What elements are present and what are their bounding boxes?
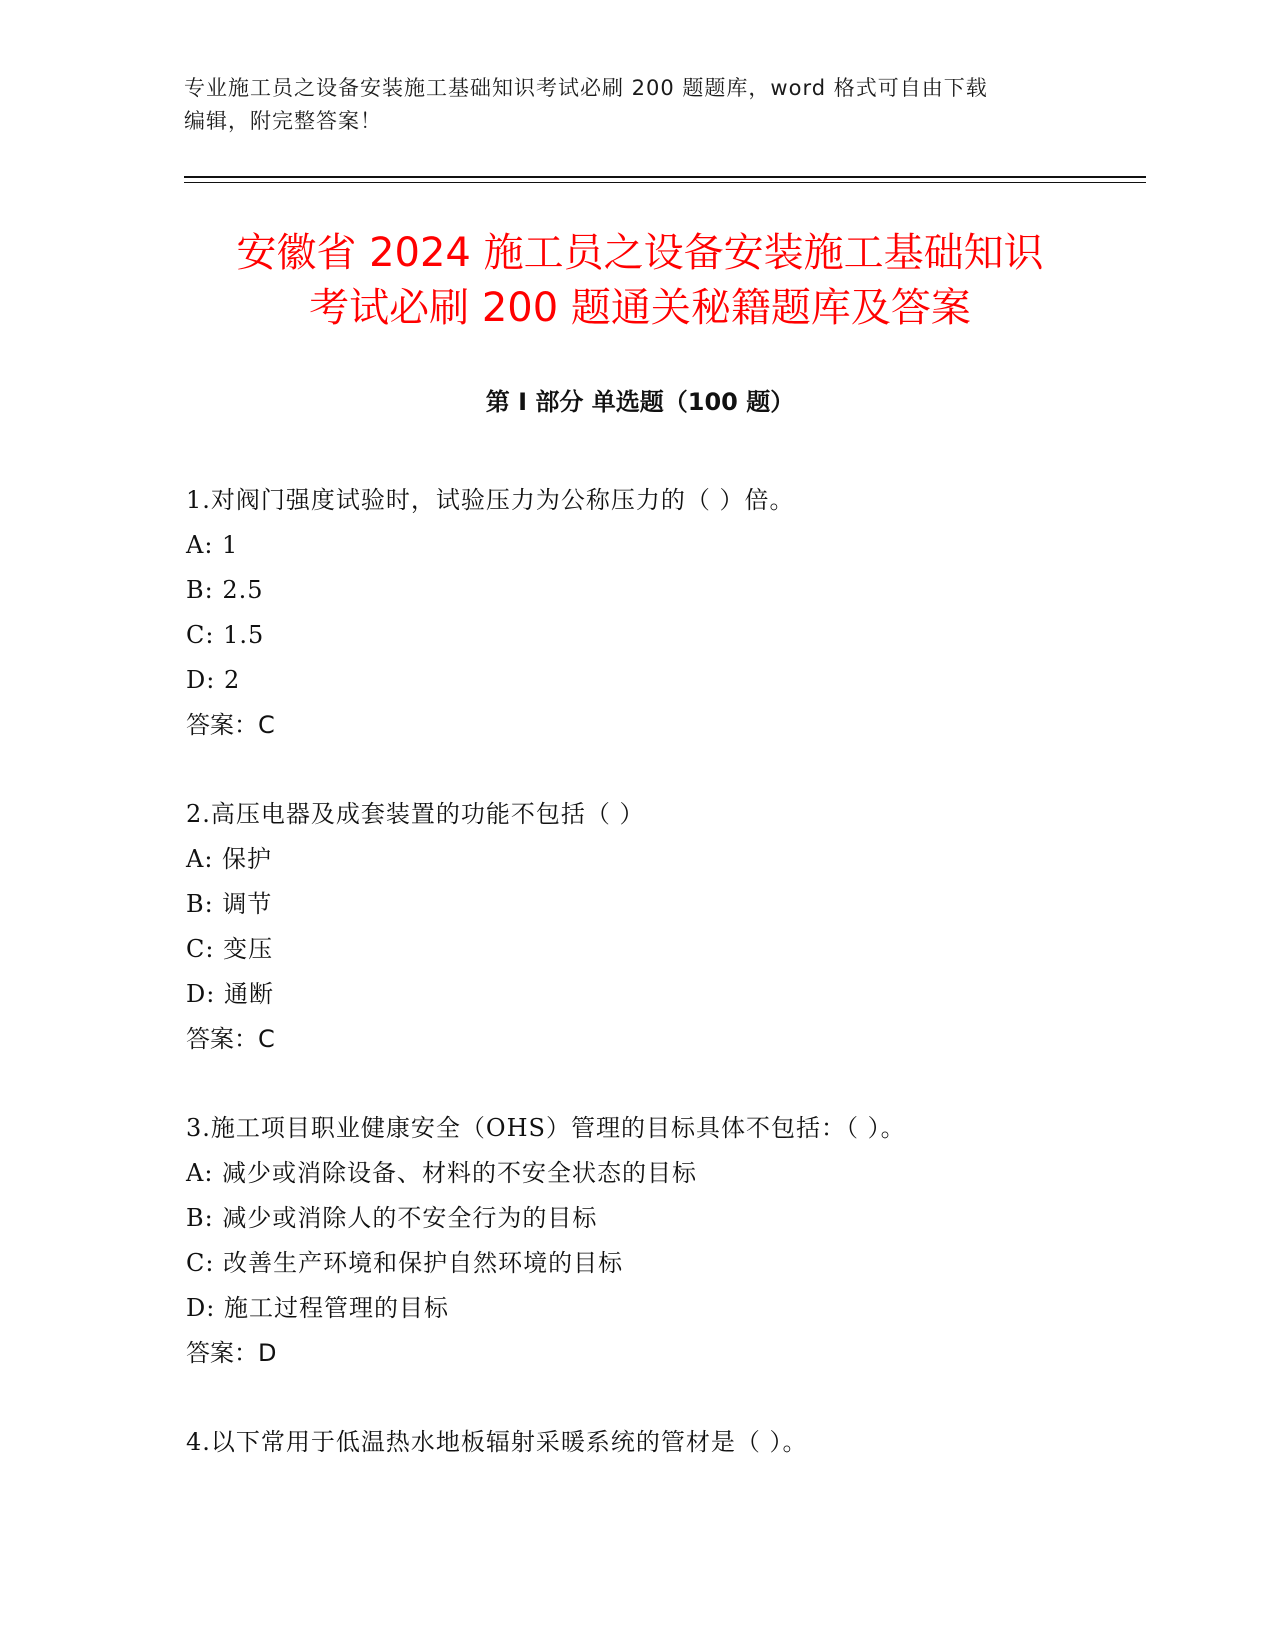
document-title-line-2: 考试必刷 200 题通关秘籍题库及答案 (309, 285, 971, 331)
document-title-line-1: 安徽省 2024 施工员之设备安装施工基础知识 (236, 230, 1044, 276)
question-list (186, 478, 1126, 1509)
document-title (160, 226, 1120, 336)
question-4 (186, 1420, 1126, 1465)
option-d: D: 施工过程管理的目标 (186, 1294, 449, 1322)
answer: 答案：C (186, 711, 275, 739)
answer: 答案：C (186, 1025, 275, 1053)
option-d: D: 2 (186, 666, 241, 694)
question-3 (186, 1106, 1126, 1376)
answer: 答案：D (186, 1339, 277, 1367)
option-b: B: 2.5 (186, 576, 264, 604)
header-divider-thick (184, 176, 1146, 178)
option-c: C: 变压 (186, 935, 274, 963)
option-b: B: 调节 (186, 890, 273, 918)
question-2 (186, 792, 1126, 1062)
question-stem: 4.以下常用于低温热水地板辐射采暖系统的管材是（ ）。 (186, 1428, 808, 1456)
question-stem: 1.对阀门强度试验时，试验压力为公称压力的（ ）倍。 (186, 486, 795, 514)
question-stem: 3.施工项目职业健康安全（OHS）管理的目标具体不包括：（ ）。 (186, 1114, 906, 1142)
question-1 (186, 478, 1126, 748)
header-note-line-2: 编辑，附完整答案！ (184, 109, 382, 133)
option-c: C: 1.5 (186, 621, 265, 649)
section-heading: 第 I 部分 单选题（100 题） (485, 388, 795, 416)
header-note (184, 72, 1084, 138)
option-a: A: 1 (186, 531, 239, 559)
question-stem: 2.高压电器及成套装置的功能不包括（ ） (186, 800, 645, 828)
option-c: C: 改善生产环境和保护自然环境的目标 (186, 1249, 624, 1277)
option-a: A: 减少或消除设备、材料的不安全状态的目标 (186, 1159, 698, 1187)
option-b: B: 减少或消除人的不安全行为的目标 (186, 1204, 598, 1232)
option-a: A: 保护 (186, 845, 273, 873)
header-divider-thin (184, 182, 1146, 183)
option-d: D: 通断 (186, 980, 274, 1008)
header-note-line-1: 专业施工员之设备安装施工基础知识考试必刷 200 题题库，word 格式可自由下载 (184, 76, 988, 100)
